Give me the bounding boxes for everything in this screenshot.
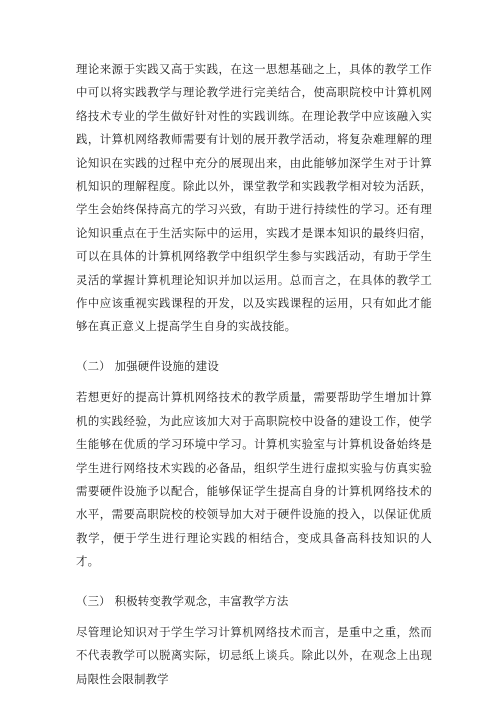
section-heading: （三） 积极转变教学观念，丰富教学方法 <box>76 593 289 608</box>
body-paragraph: 尽管理论知识对于学生学习计算机网络技术而言，是重中之重，然而不代表教学可以脱离实际，切忌纸上谈兵。除此以外，在观念上出现局限性会限制教学 <box>76 624 432 686</box>
section-heading: （二） 加强硬件设施的建设 <box>76 358 219 373</box>
document-body <box>76 58 432 691</box>
body-paragraph: 理论来源于实践又高于实践，在这一思想基础之上，具体的教学工作中可以将实践教学与理论教学进行完美结合，使高职院校中计算机网络技术专业的学生做好针对性的实践训练。在理论教学中应该融入实践，计算机网络教师需要有计划的展开教学活动，将复杂难理解的理论知识在实践的过程中充分的展现出来，由此能够加深学生对于计算机知识的理解程度。除此以外，课堂教学和实践教学相对较为活跃，学生会始终保持高亢的学习兴致，有助于进行持续性的学习。还有理论知识重点在于生活实际中的运用，实践才是课本知识的最终归宿，可以在具体的计算机网络教学中组织学生参与实践活动，有助于学生灵活的掌握计算机理论知识并加以运用。总而言之，在具体的教学工作中应该重视实践课程的开发，以及实践课程的运用，只有如此才能够在真正意义上提高学生自身的实战技能。 <box>76 62 432 334</box>
body-paragraph: 若想更好的提高计算机网络技术的教学质量，需要帮助学生增加计算机的实践经验，为此应该加大对于高职院校中设备的建设工作，使学生能够在优质的学习环境中学习。计算机实验室与计算机设备始终是学生进行网络技术实践的必备品，组织学生进行虚拟实验与仿真实验需要硬件设施予以配合，能够保证学生提高自身的计算机网络技术的水平，需要高职院校的校领导加大对于硬件设施的投入，以保证优质教学，便于学生进行理论实践的相结合，变成具备高科技知识的人才。 <box>76 390 432 569</box>
